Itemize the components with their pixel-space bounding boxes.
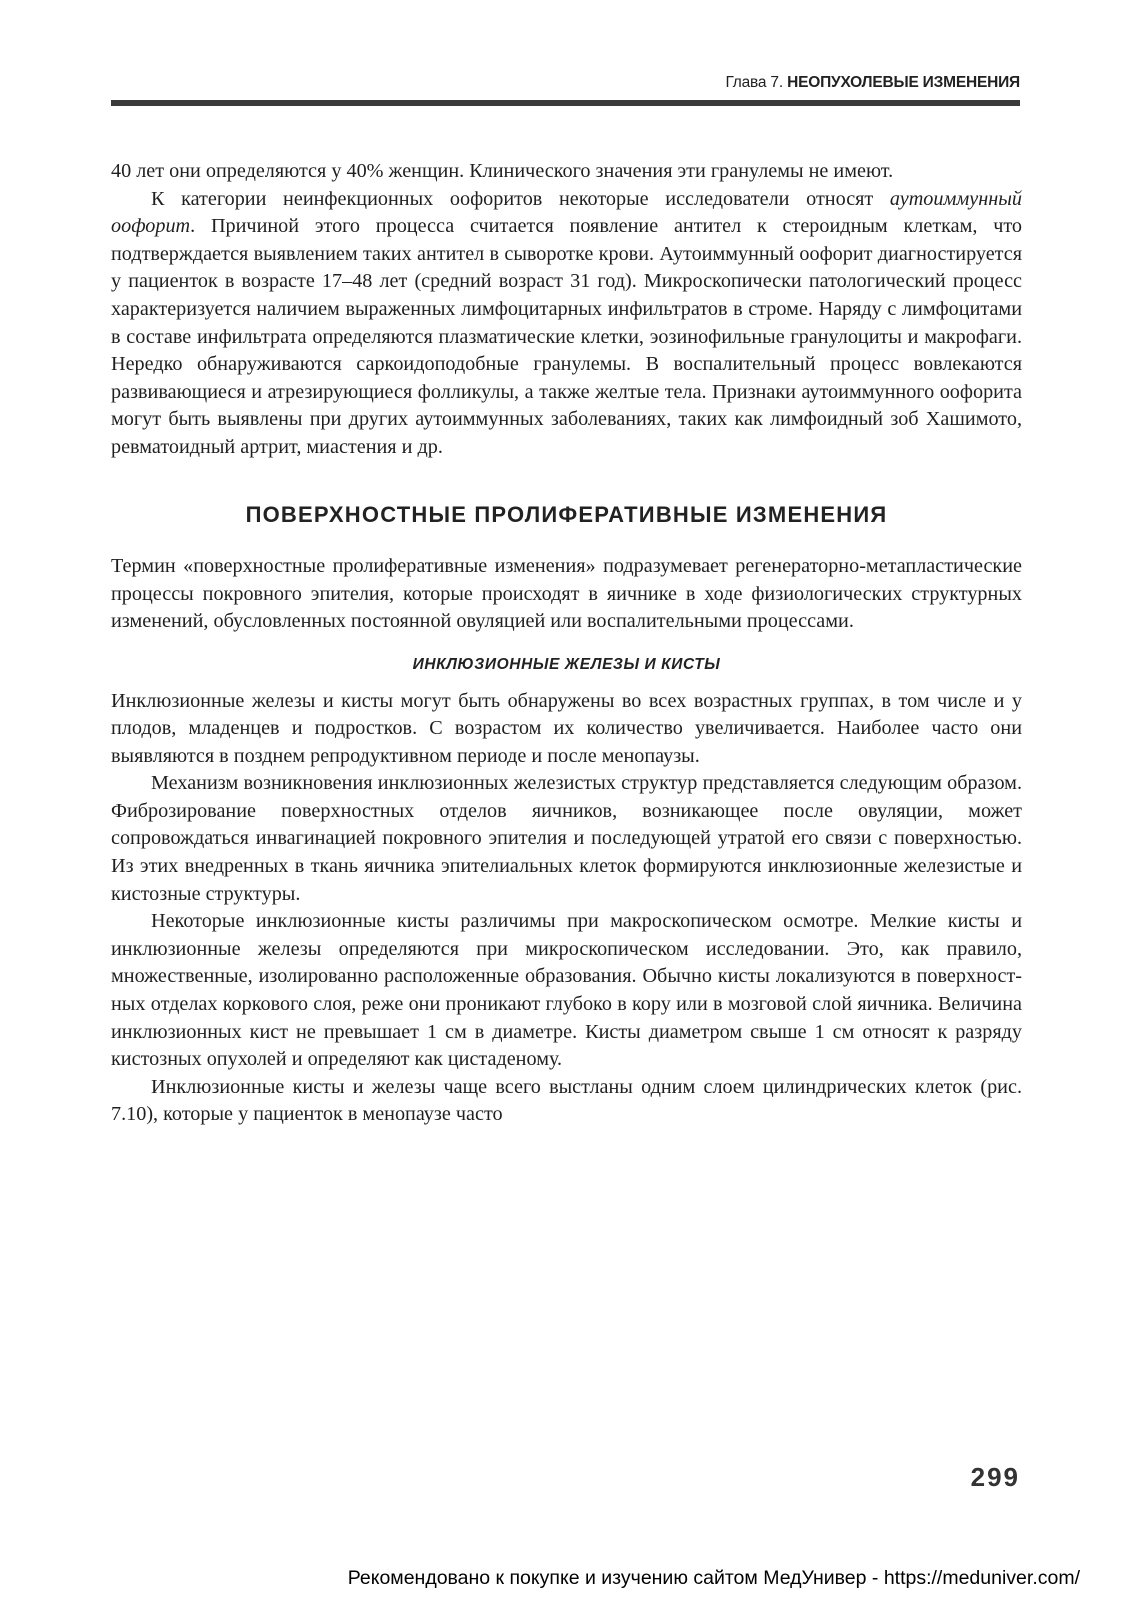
paragraph-7: Инклюзионные кисты и железы чаще всего выстланы одним слоем цилиндрических клеток (рис. 7.10), которые у пациенток в менопаузе часто: [111, 1075, 1022, 1126]
paragraph-4: Инклюзионные железы и кисты могут быть обнаружены во всех возрастных группах, в том числе и у плодов, младенцев и подростков. С возрастом их количество увеличивается. Наиболее часто они выявляются в позднем репродуктивном периоде и после менопаузы.: [111, 689, 1022, 767]
paragraph-3: Термин «поверхностные пролиферативные изменения» подразумевает регенераторно-метапластические процессы покровного эпителия, которые происходят в яичнике в ходе физиологических структурных изменений, обусловленных постоянной овуляцией или воспалительными процессами.: [111, 555, 1022, 633]
paragraph-5: Механизм возникновения инклюзионных железистых структур представляется следующим образом. Фиброзирование поверхностных отделов яичников, возникающее после овуляции, может сопровождаться инвагинацией покровного эпителия и последующей утратой его связи с поверхностью. Из этих внедренных в ткань яичника эпителиальных клеток формируются инклюзионные железистые и кистозные структуры.: [111, 772, 1022, 905]
footer-recommendation: Рекомендовано к покупке и изучению сайтом МедУнивер - https://meduniver.com/: [347, 1567, 1080, 1589]
paragraph-2-start: К категории неинфекционных оофоритов некоторые исследователи относят: [151, 187, 890, 210]
chapter-title: НЕОПУХОЛЕВЫЕ ИЗМЕНЕНИЯ: [787, 74, 1020, 91]
term-autoimmune-oophoritis: аутоиммунный оофорит: [111, 187, 1022, 238]
subsection-heading: ИНКЛЮЗИОННЫЕ ЖЕЛЕЗЫ И КИСТЫ: [412, 655, 721, 673]
page-body: [111, 158, 1022, 1129]
paragraph-2: [111, 186, 1022, 462]
paragraph-2-rest: . Причиной этого процесса считается появление антител к стероидным клеткам, что подтверждается выявлением таких антител в сыворотке крови. Аутоиммунный оофорит диагностируется у пациенток в возрасте 17–48 лет (средний возраст 31 год). Микроскопически патологический процесс характеризуется наличием выраженных лимфоцитарных инфильтратов в строме. Наряду с лимфоцитами в составе инфильтрата определяются плазматические клетки, эозинофильные гранулоциты и макрофаги. Нередко обнаруживаются саркоидоподобные гранулемы. В воспалительный процесс вовлекаются развивающиеся и атрезирующиеся фолликулы, а также желтые тела. Признаки аутоиммунного оофорита могут быть выявлены при других аутоиммунных заболеваниях, таких как лимфоидный зоб Хашимото, ревматоидный артрит, миастения и др.: [111, 215, 1022, 458]
running-head: [725, 74, 1020, 92]
chapter-label: Глава 7.: [725, 74, 783, 91]
section-heading: ПОВЕРХНОСТНЫЕ ПРОЛИФЕРАТИВНЫЕ ИЗМЕНЕНИЯ: [245, 501, 888, 527]
paragraph-1: 40 лет они определяются у 40% женщин. Клинического значения эти гранулемы не имеют.: [111, 160, 894, 182]
page-number: 299: [970, 1462, 1020, 1492]
header-rule: [111, 100, 1020, 106]
paragraph-6: Некоторые инклюзионные кисты различимы при макроскопическом осмотре. Мелкие кисты и инклюзионные железы определяются при микроскопическом исследовании. Это, как правило, множественные, изолированно расположенные образования. Обычно кисты локализуются в поверхностных отделах коркового слоя, реже они проникают глубоко в кору или в мозговой слой яичника. Величина инклюзионных кист не превышает 1 см в диаметре. Кисты диаметром свыше 1 см относят к разряду кистозных опухолей и определяют как цистаденому.: [111, 910, 1022, 1071]
